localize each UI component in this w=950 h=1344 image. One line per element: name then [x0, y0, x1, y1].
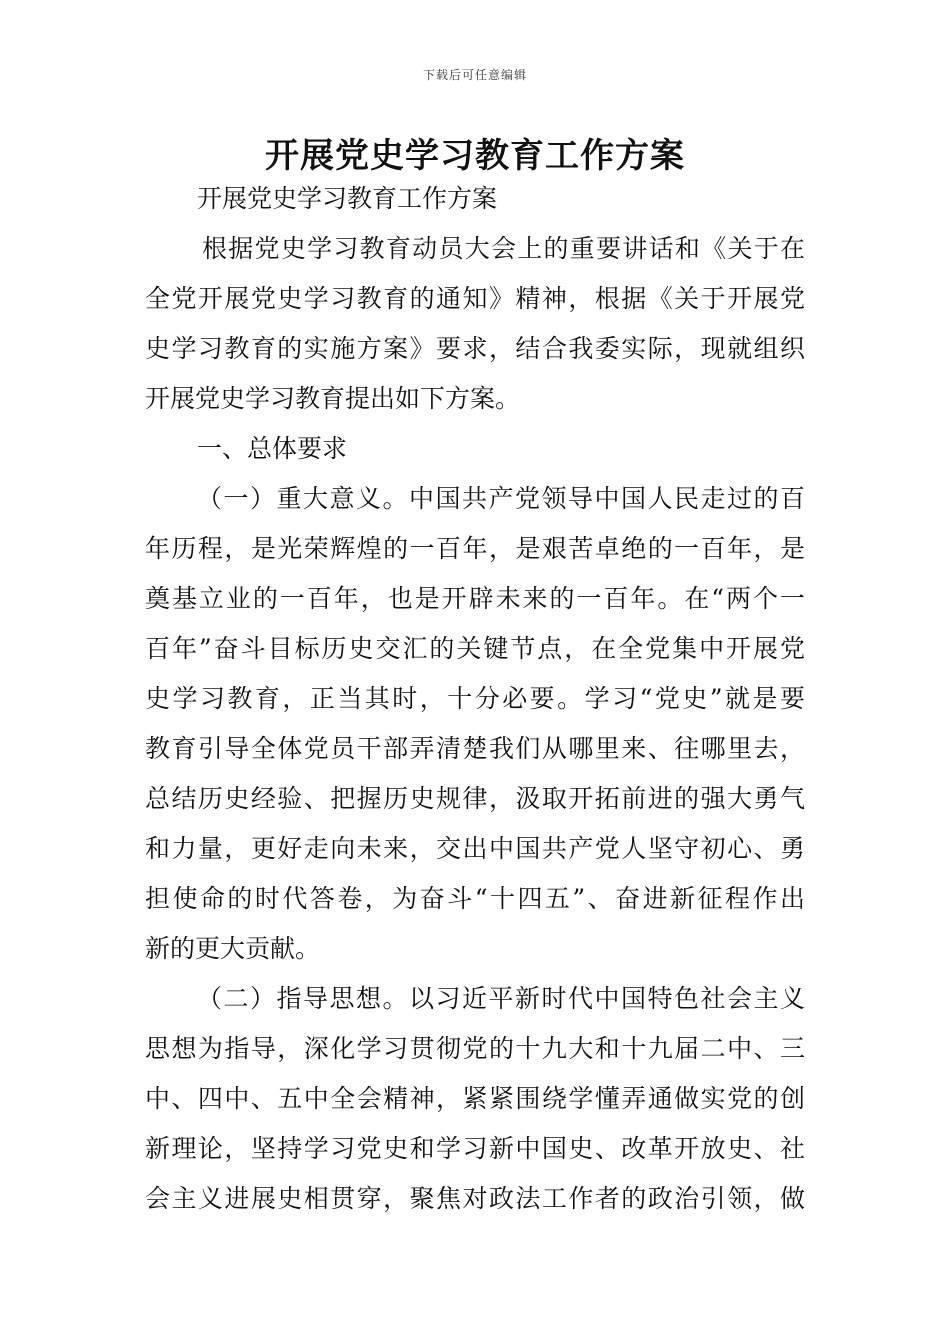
- text-line: 百年”奋斗目标历史交汇的关键节点，在全党集中开展党: [145, 634, 805, 663]
- section-heading: 一、总体要求: [197, 434, 348, 463]
- text-line: 教育引导全体党员干部弄清楚我们从哪里来、往哪里去，: [145, 734, 805, 763]
- text-line: 新的更大贡献。: [145, 934, 321, 963]
- page-header-note: 下载后可任意编辑: [422, 68, 527, 82]
- text-line: （二）指导思想。以习近平新时代中国特色社会主义: [197, 984, 805, 1013]
- text-line: 思想为指导，深化学习贯彻党的十九大和十九届二中、三: [145, 1034, 805, 1063]
- subtitle-line: 开展党史学习教育工作方案: [197, 184, 498, 213]
- document-title: 开展党史学习教育工作方案: [265, 136, 685, 176]
- text-line: 根据党史学习教育动员大会上的重要讲话和《关于在: [202, 234, 805, 263]
- text-line: 新理论，坚持学习党史和学习新中国史、改革开放史、社: [145, 1134, 805, 1163]
- text-line: 中、四中、五中全会精神，紧紧围绕学懂弄通做实党的创: [145, 1084, 805, 1113]
- text-line: 和力量，更好走向未来，交出中国共产党人坚守初心、勇: [145, 834, 805, 863]
- text-line: 史学习教育的实施方案》要求，结合我委实际，现就组织: [145, 334, 805, 363]
- text-line: 总结历史经验、把握历史规律，汲取开拓前进的强大勇气: [145, 784, 805, 813]
- text-line: 全党开展党史学习教育的通知》精神，根据《关于开展党: [145, 284, 805, 313]
- text-line: 会主义进展史相贯穿，聚焦对政法工作者的政治引领，做: [145, 1184, 805, 1213]
- text-line: 年历程，是光荣辉煌的一百年，是艰苦卓绝的一百年，是: [145, 534, 805, 563]
- text-line: 史学习教育，正当其时，十分必要。学习“党史”就是要: [145, 684, 805, 713]
- text-line: 担使命的时代答卷，为奋斗“十四五”、奋进新征程作出: [145, 884, 805, 913]
- text-line: （一）重大意义。中国共产党领导中国人民走过的百: [197, 484, 805, 513]
- text-line: 开展党史学习教育提出如下方案。: [145, 384, 521, 413]
- text-line: 奠基立业的一百年，也是开辟未来的一百年。在“两个一: [145, 584, 805, 613]
